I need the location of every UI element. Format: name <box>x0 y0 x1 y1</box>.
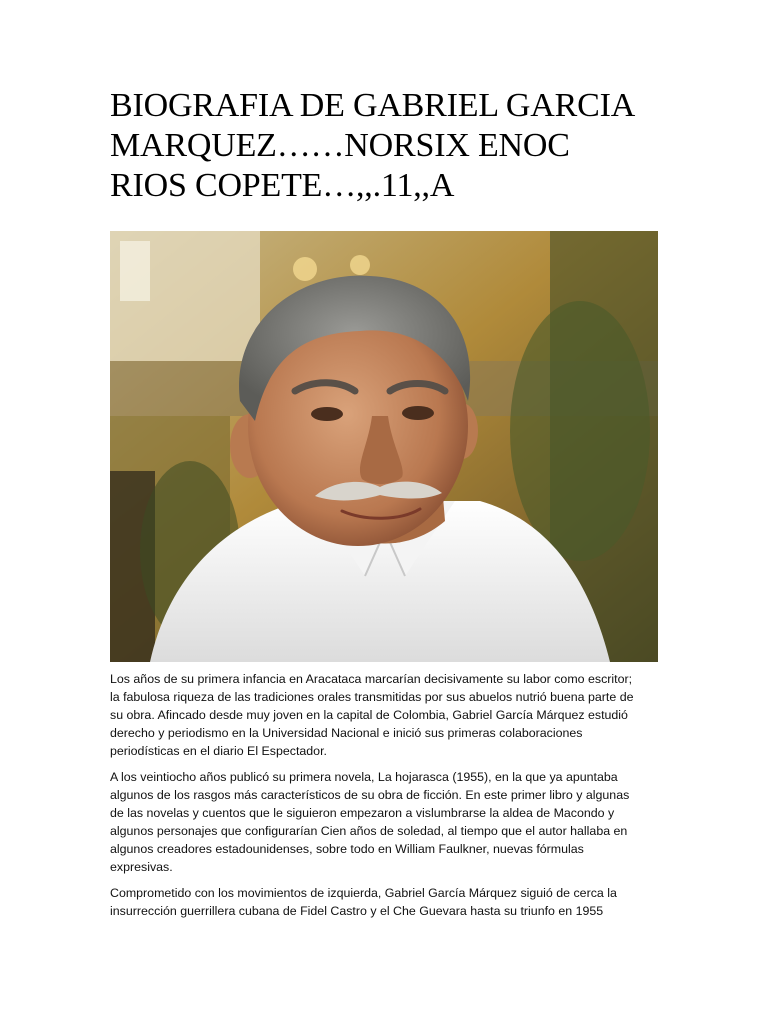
portrait-photo <box>110 231 658 662</box>
paragraph-1 <box>110 670 670 760</box>
paragraph-2 <box>110 768 670 876</box>
text-line: su obra. Afincado desde muy joven en la capital de Colombia, Gabriel García Márquez estudió <box>110 708 628 722</box>
text-line: A los veintiocho años publicó su primera novela, La hojarasca (1955), en la que ya apuntaba <box>110 770 618 784</box>
title-line: BIOGRAFIA DE GABRIEL GARCIA <box>110 87 636 124</box>
biography-body <box>110 670 670 928</box>
text-line: de las novelas y cuentos que le siguieron empezaron a vislumbrarse la aldea de Macondo y <box>110 806 615 820</box>
text-line: la fabulosa riqueza de las tradiciones orales transmitidas por sus abuelos nutrió buena parte de <box>110 690 634 704</box>
text-line: derecho y periodismo en la Universidad Nacional e inició sus primeras colaboraciones <box>110 726 583 740</box>
text-line: Los años de su primera infancia en Aracataca marcarían decisivamente su labor como escritor; <box>110 672 633 686</box>
portrait-illustration <box>110 231 658 662</box>
title-line: MARQUEZ……NORSIX ENOC <box>110 127 570 164</box>
text-line: periodísticas en el diario El Espectador. <box>110 744 327 758</box>
text-line: insurrección guerrillera cubana de Fidel Castro y el Che Guevara hasta su triunfo en 1955 <box>110 904 604 918</box>
paragraph-3 <box>110 884 670 920</box>
text-line: algunos creadores estadounidenses, sobre todo en William Faulkner, nuevas fórmulas <box>110 842 584 856</box>
document-title <box>110 86 670 206</box>
text-line: expresivas. <box>110 860 173 874</box>
text-line: Comprometido con los movimientos de izquierda, Gabriel García Márquez siguió de cerca la <box>110 886 617 900</box>
title-line: RIOS COPETE…,,.11,,A <box>110 167 455 204</box>
text-line: algunos personajes que configurarían Cien años de soledad, al tiempo que el autor hallaba en <box>110 824 628 838</box>
text-line: algunos de los rasgos más característicos de su obra de ficción. En este primer libro y algunas <box>110 788 630 802</box>
